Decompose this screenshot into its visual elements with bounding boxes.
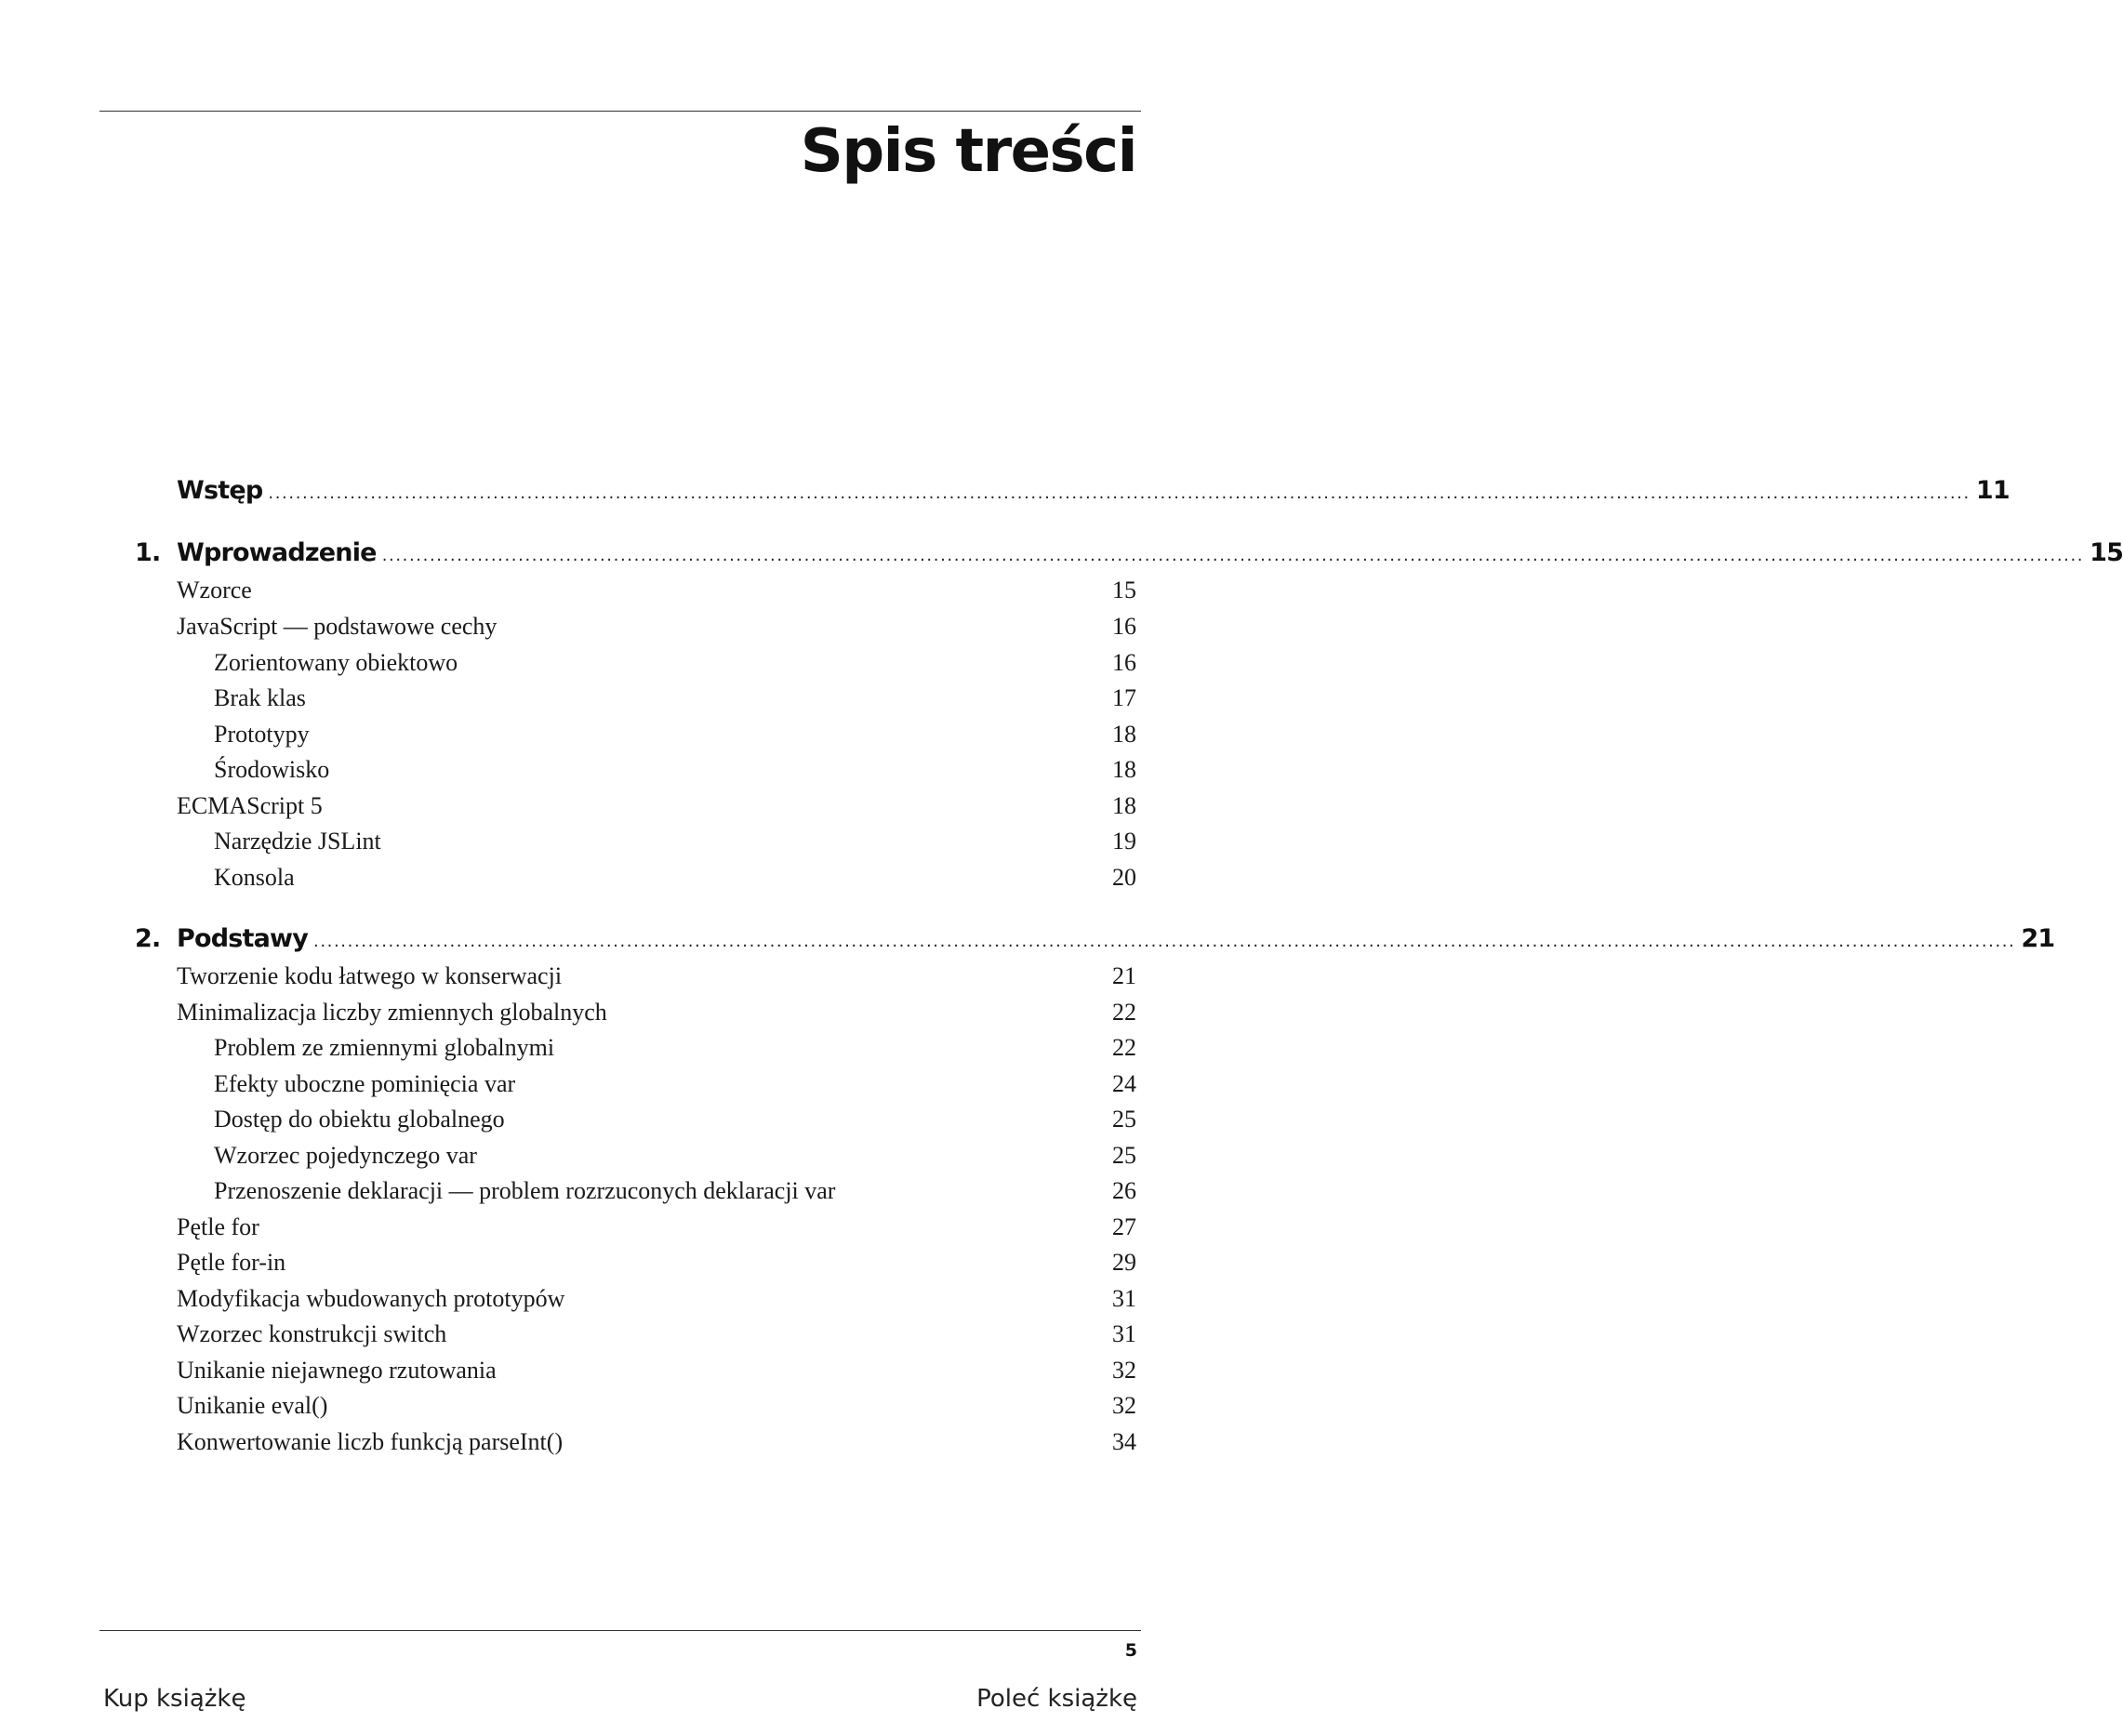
toc-entry[interactable] xyxy=(0,1285,1136,1319)
toc-entry[interactable] xyxy=(0,962,1136,996)
toc-entry[interactable] xyxy=(0,1428,1136,1462)
toc-entry-page: 25 xyxy=(1112,1142,1136,1169)
toc-entry-page: 18 xyxy=(1112,756,1136,783)
chapter-page: 21 xyxy=(2021,924,2055,953)
toc-entry-page: 19 xyxy=(1112,828,1136,855)
toc-entry-title: Środowisko xyxy=(214,756,330,783)
chapter-title: Wprowadzenie xyxy=(177,538,377,567)
recommend-book-link[interactable]: Poleć książkę xyxy=(976,1685,1137,1713)
toc-entry-page: 22 xyxy=(1112,999,1136,1026)
toc-entry-page: 15 xyxy=(1112,576,1136,603)
toc-entry-page: 17 xyxy=(1112,684,1136,711)
toc-entry-title: Pętle for-in xyxy=(177,1249,286,1276)
toc-entry-title: ECMAScript 5 xyxy=(177,792,323,819)
toc-entry-page: 25 xyxy=(1112,1106,1136,1133)
toc-subentry[interactable] xyxy=(0,1106,1136,1139)
toc-entry[interactable] xyxy=(0,1249,1136,1282)
page-number: 5 xyxy=(1124,1640,1137,1661)
toc-entry[interactable] xyxy=(0,576,1136,610)
toc-entry-page: 21 xyxy=(1112,962,1136,989)
toc-entry-title: JavaScript — podstawowe cechy xyxy=(177,613,498,640)
dot-leader: .......................................................................................................................................................................................................................................................... xyxy=(313,932,2016,951)
toc-subentry[interactable] xyxy=(0,684,1136,718)
toc-entry-title: Pętle for xyxy=(177,1213,259,1240)
header-rule xyxy=(100,111,1141,112)
toc-chapter-1[interactable] xyxy=(0,538,2123,576)
toc-entry-title: Unikanie eval() xyxy=(177,1392,328,1419)
toc-entry-title: Zorientowany obiektowo xyxy=(214,649,458,676)
dot-leader: .......................................................................................................................................................................................................................................................... xyxy=(381,546,2085,565)
toc-entry-page: 18 xyxy=(1112,792,1136,819)
toc-preface-title: Wstęp xyxy=(177,476,263,505)
toc-entry-page: 26 xyxy=(1112,1177,1136,1204)
toc-entry-page: 32 xyxy=(1112,1392,1136,1419)
toc-entry-title: Wzorce xyxy=(177,576,252,603)
toc-subentry[interactable] xyxy=(0,649,1136,682)
chapter-title: Podstawy xyxy=(177,924,309,953)
toc-subentry[interactable] xyxy=(0,828,1136,861)
toc-entry-page: 27 xyxy=(1112,1213,1136,1240)
toc-entry[interactable] xyxy=(0,1213,1136,1247)
toc-subentry[interactable] xyxy=(0,1142,1136,1175)
toc-entry[interactable] xyxy=(0,792,1136,826)
toc-preface[interactable] xyxy=(0,476,2010,513)
toc-entry-page: 29 xyxy=(1112,1249,1136,1276)
toc-entry-title: Efekty uboczne pominięcia var xyxy=(214,1070,516,1097)
toc-entry[interactable] xyxy=(0,999,1136,1032)
toc-subentry[interactable] xyxy=(0,1034,1136,1067)
toc-entry-page: 22 xyxy=(1112,1034,1136,1061)
toc-entry-page: 18 xyxy=(1112,721,1136,748)
toc-entry-title: Wzorzec pojedynczego var xyxy=(214,1142,477,1169)
toc-entry-title: Dostęp do obiektu globalnego xyxy=(214,1106,505,1133)
toc-subentry[interactable] xyxy=(0,864,1136,897)
toc-entry-page: 24 xyxy=(1112,1070,1136,1097)
toc-entry-page: 16 xyxy=(1112,613,1136,640)
toc-preface-page: 11 xyxy=(1975,476,2010,505)
toc-entry-title: Modyfikacja wbudowanych prototypów xyxy=(177,1285,565,1312)
buy-book-link[interactable]: Kup książkę xyxy=(103,1685,246,1713)
toc-entry-title: Prototypy xyxy=(214,721,310,748)
toc-entry-page: 31 xyxy=(1112,1320,1136,1347)
toc-entry-title: Przenoszenie deklaracji — problem rozrzuconych deklaracji var xyxy=(214,1177,836,1204)
toc-entry[interactable] xyxy=(0,1392,1136,1425)
toc-subentry[interactable] xyxy=(0,1177,1136,1211)
toc-entry-title: Brak klas xyxy=(214,684,306,711)
toc-subentry[interactable] xyxy=(0,721,1136,754)
toc-entry-page: 32 xyxy=(1112,1357,1136,1384)
toc-entry-title: Wzorzec konstrukcji switch xyxy=(177,1320,447,1347)
toc-entry-page: 16 xyxy=(1112,649,1136,676)
toc-entry-title: Minimalizacja liczby zmiennych globalnych xyxy=(177,999,607,1026)
toc-subentry[interactable] xyxy=(0,1070,1136,1104)
toc-subentry[interactable] xyxy=(0,756,1136,789)
toc-entry-title: Tworzenie kodu łatwego w konserwacji xyxy=(177,962,563,989)
chapter-page: 15 xyxy=(2090,538,2123,567)
toc-chapter-2[interactable] xyxy=(0,924,2055,961)
toc-entry-title: Narzędzie JSLint xyxy=(214,828,381,855)
toc-entry[interactable] xyxy=(0,1320,1136,1354)
toc-entry-page: 34 xyxy=(1112,1428,1136,1455)
toc-entry-title: Konsola xyxy=(214,864,295,891)
toc-entry-page: 31 xyxy=(1112,1285,1136,1312)
toc-entry-title: Unikanie niejawnego rzutowania xyxy=(177,1357,497,1384)
toc-entry[interactable] xyxy=(0,613,1136,646)
chapter-number: 2. xyxy=(135,924,161,953)
footer-rule xyxy=(100,1630,1141,1631)
toc-entry[interactable] xyxy=(0,1357,1136,1390)
page-title: Spis treści xyxy=(800,117,1136,186)
toc-entry-page: 20 xyxy=(1112,864,1136,891)
toc-entry-title: Konwertowanie liczb funkcją parseInt() xyxy=(177,1428,564,1455)
dot-leader: .......................................................................................................................................................................................................................................................... xyxy=(268,484,1970,503)
chapter-number: 1. xyxy=(135,538,161,567)
toc-entry-title: Problem ze zmiennymi globalnymi xyxy=(214,1034,555,1061)
